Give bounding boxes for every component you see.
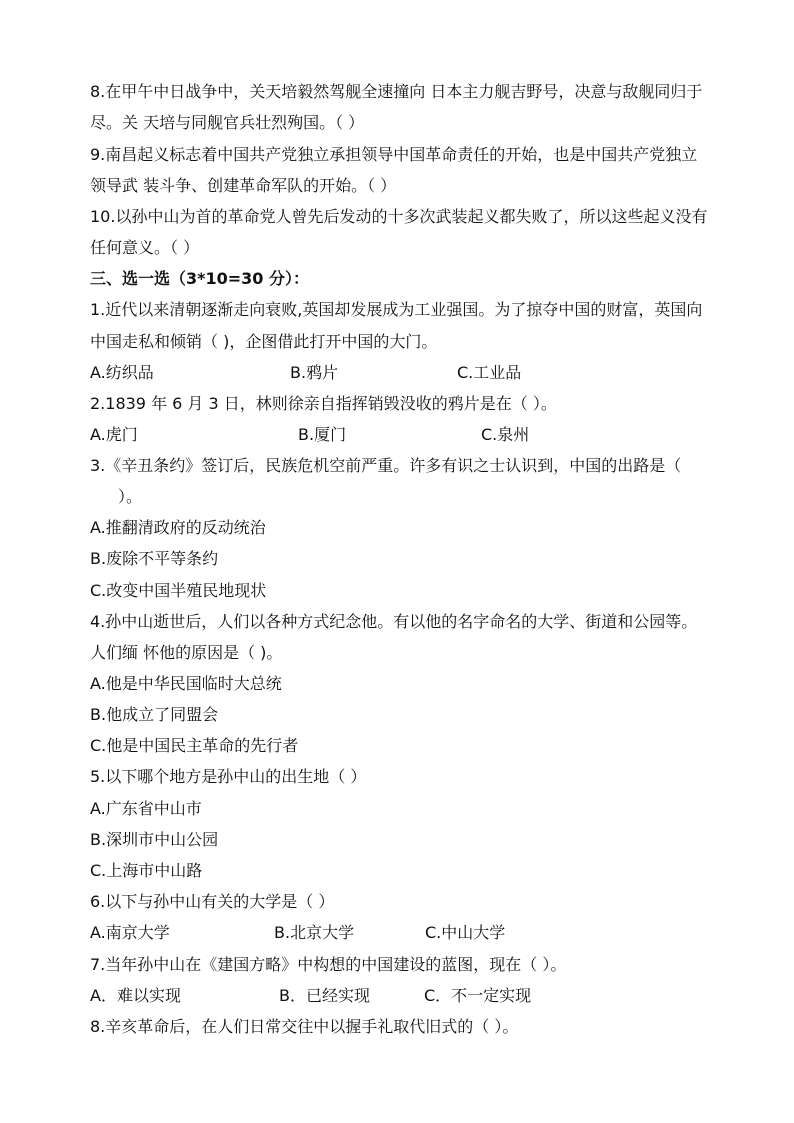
question-mc-6-line-1: 6.以下与孙中山有关的大学是（ ） [90,892,335,911]
option-c: C.改变中国半殖民地现状 [90,581,267,600]
option-b: B.北京大学 [274,923,355,942]
question-mc-1-line-2: 中国走私和倾销（ )，企图借此打开中国的大门。 [90,332,438,351]
option-c: C.工业品 [457,363,522,382]
section-3-heading: 三、选一选（3*10=30 分）： [90,269,310,288]
option-c: C.上海市中山路 [90,861,203,880]
question-tf-9-line-1: 9.南昌起义标志着中国共产党独立承担领导中国革命责任的开始，也是中国共产党独立 [90,145,698,164]
option-a: A.他是中华民国临时大总统 [90,674,282,693]
question-mc-1-line-1: 1.近代以来清朝逐渐走向衰败,英国却发展成为工业强国。为了掠夺中国的财富，英国向 [90,300,703,319]
question-mc-3-line-2: ）。 [118,487,143,506]
option-b: B．已经实现 [279,986,370,1005]
question-tf-8-line-1: 8.在甲午中日战争中，关天培毅然驾舰全速撞向 日本主力舰吉野号，决意与敌舰同归于 [90,82,703,101]
question-mc-8-line-1: 8.辛亥革命后，在人们日常交往中以握手礼取代旧式的（ ）。 [90,1017,519,1036]
question-tf-10-line-2: 任何意义。（ ） [90,238,200,257]
option-b: B.鸦片 [290,363,339,382]
option-b: B.废除不平等条约 [90,549,219,568]
question-tf-8-line-2: 尽。关 天培与同舰官兵壮烈殉国。（ ） [90,113,365,132]
option-a: A.广东省中山市 [90,799,202,818]
question-tf-9-line-2: 领导武 装斗争、创建革命军队的开始。（ ） [90,176,397,195]
option-a: A.南京大学 [90,923,170,942]
option-c: C.泉州 [481,425,530,444]
question-mc-5-line-1: 5.以下哪个地方是孙中山的出生地（ ） [90,767,367,786]
option-a: A.推翻清政府的反动统治 [90,518,266,537]
option-c: C.中山大学 [425,923,506,942]
option-c: C．不一定实现 [424,986,532,1005]
question-mc-3-line-1: 3.《辛丑条约》签订后，民族危机空前严重。许多有识之士认识到，中国的出路是（ [90,456,682,475]
question-mc-7-line-1: 7.当年孙中山在《建国方略》中构想的中国建设的蓝图，现在（ ）。 [90,955,567,974]
option-a: A.纺织品 [90,363,154,382]
question-mc-4-line-1: 4.孙中山逝世后，人们以各种方式纪念他。有以他的名字命名的大学、街道和公园等。 [90,612,698,631]
option-c: C.他是中国民主革命的先行者 [90,736,299,755]
option-b: B.厦门 [298,425,347,444]
question-mc-4-line-2: 人们缅 怀他的原因是（ )。 [90,643,283,662]
option-a: A.虎门 [90,425,138,444]
question-tf-10-line-1: 10.以孙中山为首的革命党人曾先后发动的十多次武装起义都失败了，所以这些起义没有 [90,207,708,226]
question-mc-2-line-1: 2.1839 年 6 月 3 日，林则徐亲自指挥销毁没收的鸦片是在（ ）。 [90,394,557,413]
option-b: B.他成立了同盟会 [90,705,219,724]
option-a: A．难以实现 [90,986,181,1005]
option-b: B.深圳市中山公园 [90,830,219,849]
